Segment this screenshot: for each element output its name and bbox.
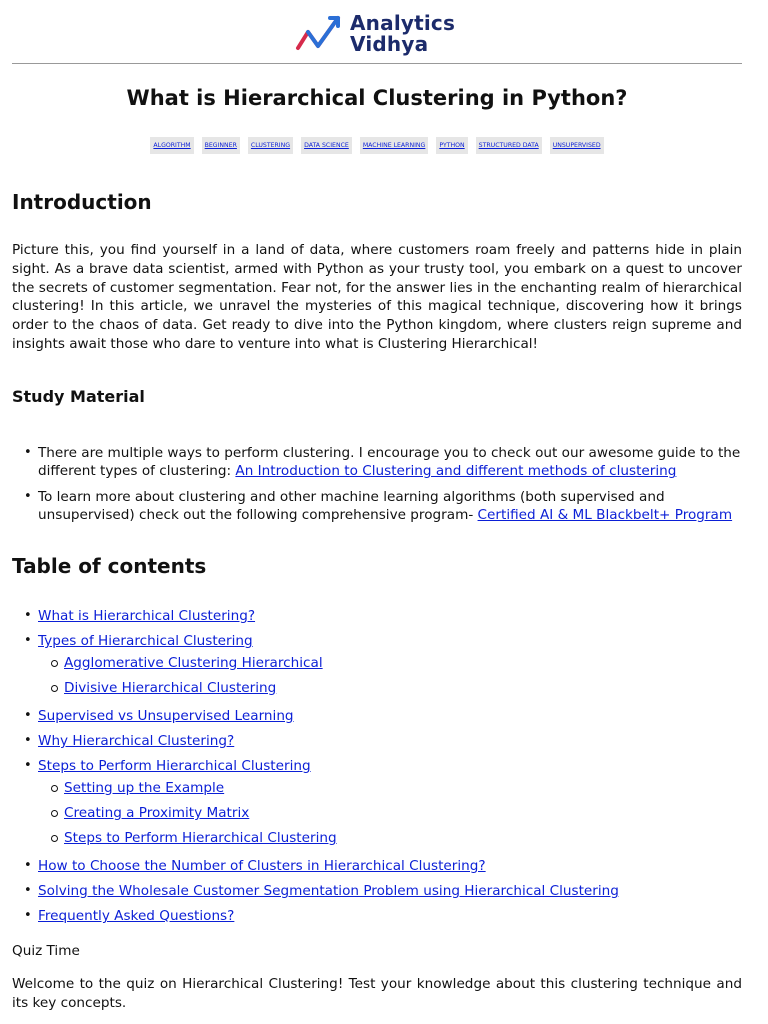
tag-list (12, 137, 742, 154)
tag-algorithm[interactable]: ALGORITHM (150, 137, 193, 154)
toc-item (12, 607, 742, 625)
bullet-icon: • (24, 733, 32, 748)
tag-python[interactable]: PYTHON (436, 137, 467, 154)
tag-machine-learning[interactable]: MACHINE LEARNING (360, 137, 429, 154)
page-title: What is Hierarchical Clustering in Python? (126, 86, 628, 110)
analytics-vidhya-logo-icon (294, 12, 348, 56)
list-item (12, 444, 742, 481)
brand-line2: Vidhya (350, 32, 429, 56)
tag-data-science[interactable]: DATA SCIENCE (301, 137, 352, 154)
toc-item (12, 907, 742, 925)
bullet-icon: • (24, 908, 32, 923)
header-divider (12, 63, 742, 64)
toc-subitem (38, 654, 742, 672)
toc-subitem (38, 829, 742, 847)
tag-structured-data[interactable]: STRUCTURED DATA (476, 137, 542, 154)
circle-bullet-icon (51, 785, 58, 792)
toc-link-number-of-clusters[interactable]: How to Choose the Number of Clusters in Hierarchical Clustering? (38, 858, 486, 874)
circle-bullet-icon (51, 685, 58, 692)
tag-clustering[interactable]: CLUSTERING (248, 137, 293, 154)
toc-link-types[interactable]: Types of Hierarchical Clustering (38, 633, 253, 649)
blackbelt-program-link[interactable]: Certified AI & ML Blackbelt+ Program (477, 507, 733, 524)
toc-link-faq[interactable]: Frequently Asked Questions? (38, 908, 235, 924)
toc-link-agglomerative[interactable]: Agglomerative Clustering Hierarchical (64, 655, 323, 671)
toc-link-supervised-vs-unsupervised[interactable]: Supervised vs Unsupervised Learning (38, 708, 294, 724)
quiz-label: Quiz Time (12, 943, 80, 959)
toc-item (12, 632, 742, 697)
toc-sublist (38, 779, 742, 847)
table-of-contents-heading: Table of contents (12, 554, 207, 578)
clustering-guide-link[interactable]: An Introduction to Clustering and different methods of clustering (235, 463, 677, 480)
study-material-list (12, 444, 742, 532)
toc-item (12, 857, 742, 875)
toc-link-steps-sub[interactable]: Steps to Perform Hierarchical Clustering (64, 830, 337, 846)
study-item-text: To learn more about clustering and other machine learning algorithms (both supervised and unsupervised) check out the following comprehensive program- (38, 488, 665, 524)
toc-item (12, 707, 742, 725)
toc-subitem (38, 679, 742, 697)
introduction-paragraph: Picture this, you find yourself in a land of data, where customers roam freely and patterns hide in plain sight. As a brave data scientist, armed with Python as your trusty tool, you embark on a quest to uncover the secrets of customer segmentation. Fear not, for the answer lies in the enchanting realm of hierarchical clustering! In this article, we unravel the mysteries of this magical technique, discovering how it brings order to the chaos of data. Get ready to dive into the Python kingdom, where clusters reign supreme and insights await those who dare to venture into what is Clustering Hierarchical! (12, 242, 742, 352)
bullet-icon: • (24, 488, 32, 504)
toc-sublist (38, 654, 742, 697)
brand-logo[interactable] (294, 10, 484, 58)
list-item (12, 488, 742, 525)
brand-name (350, 13, 455, 55)
toc-link-why[interactable]: Why Hierarchical Clustering? (38, 733, 235, 749)
toc-subitem (38, 804, 742, 822)
toc-link-proximity-matrix[interactable]: Creating a Proximity Matrix (64, 805, 250, 821)
bullet-icon: • (24, 758, 32, 773)
study-material-heading: Study Material (12, 387, 145, 406)
bullet-icon: • (24, 883, 32, 898)
bullet-icon: • (24, 608, 32, 623)
toc-link-wholesale[interactable]: Solving the Wholesale Customer Segmentation Problem using Hierarchical Clustering (38, 883, 619, 899)
circle-bullet-icon (51, 660, 58, 667)
quiz-intro-paragraph: Welcome to the quiz on Hierarchical Clustering! Test your knowledge about this clustering technique and its key concepts. (12, 976, 742, 1011)
toc-link-setting-up[interactable]: Setting up the Example (64, 780, 225, 796)
bullet-icon: • (24, 858, 32, 873)
toc-item (12, 757, 742, 847)
toc-subitem (38, 779, 742, 797)
tag-beginner[interactable]: BEGINNER (202, 137, 240, 154)
bullet-icon: • (24, 633, 32, 648)
toc-link-what-is[interactable]: What is Hierarchical Clustering? (38, 608, 256, 624)
study-item-text: There are multiple ways to perform clustering. I encourage you to check out our awesome guide to the different types of clustering: (38, 445, 741, 480)
brand-line1: Analytics (350, 11, 456, 35)
toc-link-steps[interactable]: Steps to Perform Hierarchical Clustering (38, 758, 311, 774)
bullet-icon: • (24, 445, 32, 460)
circle-bullet-icon (51, 810, 58, 817)
tag-unsupervised[interactable]: UNSUPERVISED (550, 137, 604, 154)
introduction-heading: Introduction (12, 190, 152, 214)
toc-item (12, 882, 742, 900)
bullet-icon: • (24, 708, 32, 723)
circle-bullet-icon (51, 835, 58, 842)
table-of-contents (12, 607, 742, 925)
toc-link-divisive[interactable]: Divisive Hierarchical Clustering (64, 680, 277, 696)
toc-item (12, 732, 742, 750)
